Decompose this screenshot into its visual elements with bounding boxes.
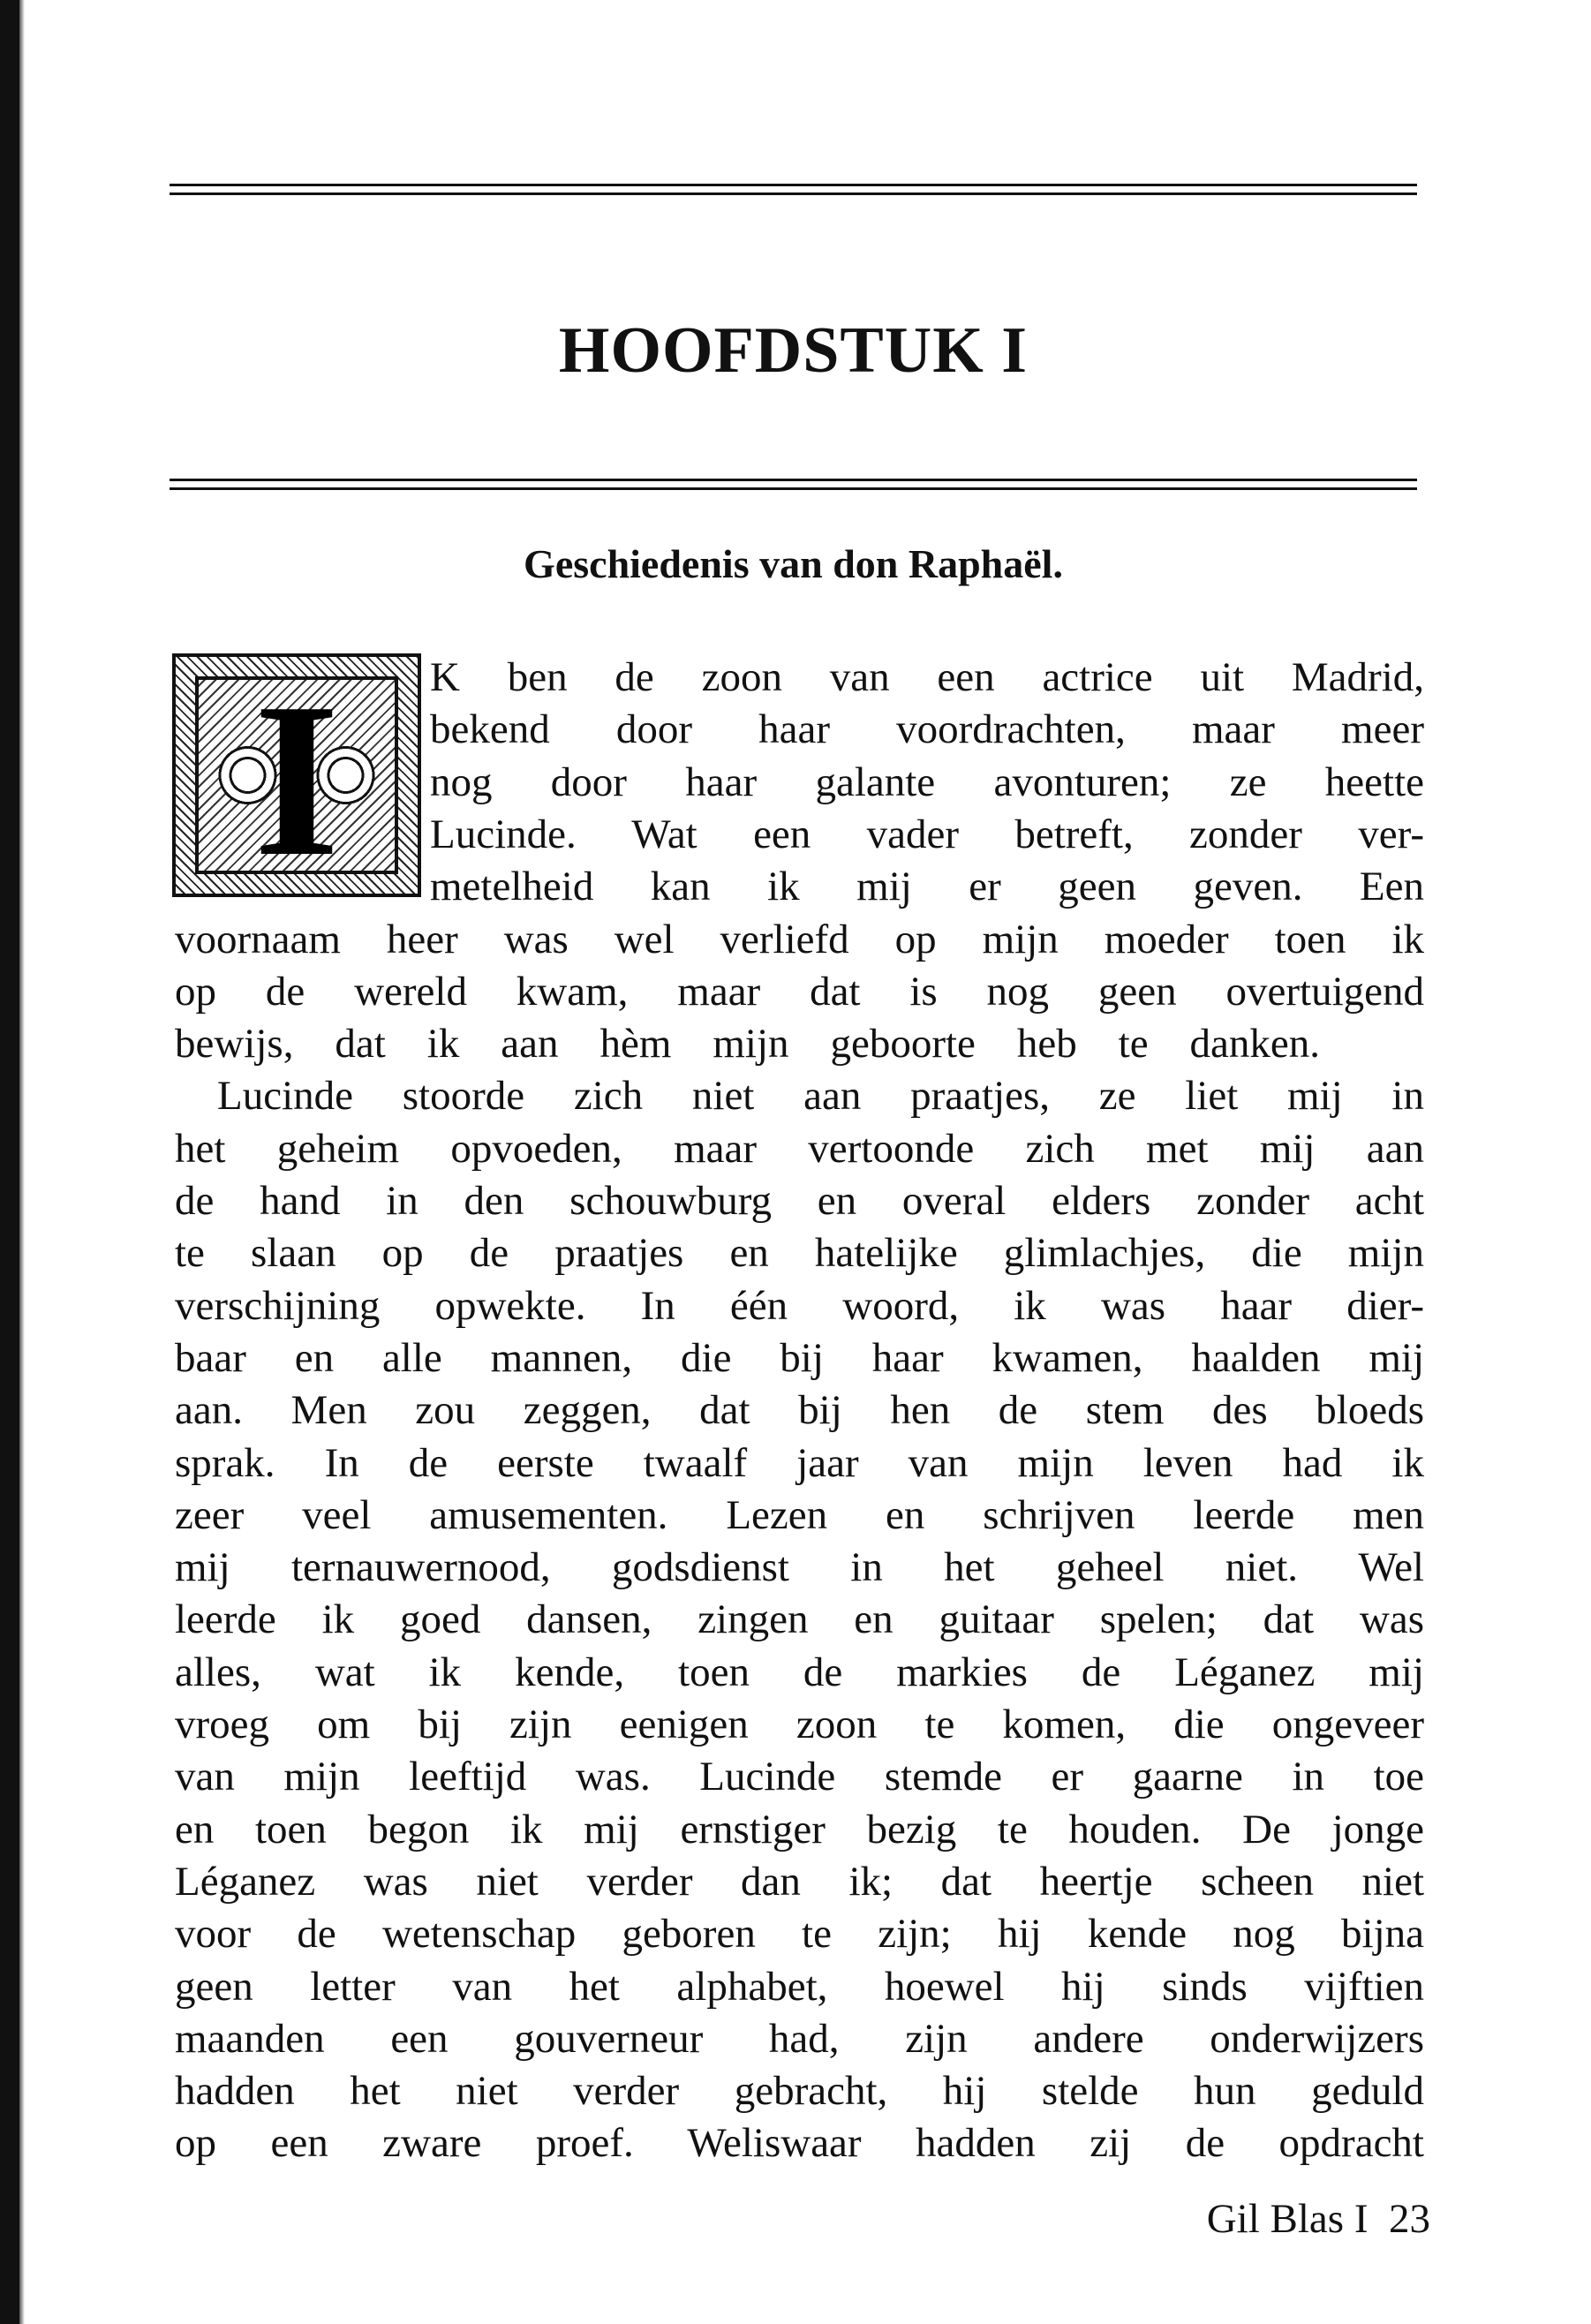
drop-cap-ornament (195, 658, 398, 902)
ornamental-drop-cap (172, 653, 421, 902)
text-line: van mijn leeftijd was. Lucinde stemde er gaarne in toe (175, 1754, 1424, 1800)
text-line: het geheim opvoeden, maar vertoonde zich met mij aan (175, 1125, 1424, 1172)
text-line: geen letter van het alphabet, hoewel hij sinds vijftien (175, 1963, 1424, 2010)
text-line: sprak. In de eerste twaalf jaar van mijn leven had ik (175, 1439, 1424, 1486)
text-line: Léganez was niet verder dan ik; dat heertje scheen niet (175, 1858, 1424, 1905)
text-line: hadden het niet verder gebracht, hij stelde hun geduld (175, 2068, 1424, 2115)
page-number: 23 (1389, 2196, 1430, 2242)
text-line: op de wereld kwam, maar dat is nog geen overtuigend (175, 968, 1424, 1015)
chapter-title: HOOFDSTUK I (558, 314, 1029, 387)
text-line: en toen begon ik mij ernstiger bezig te houden. De jonge (175, 1806, 1424, 1852)
text-line: leerde ik goed dansen, zingen en guitaar spelen; dat was (175, 1596, 1424, 1643)
text-line: baar en alle mannen, die bij haar kwamen, haalden mij (175, 1334, 1424, 1381)
chapter-rule (170, 479, 1417, 490)
book-spine-shadow (19, 0, 25, 2324)
text-line: verschijning opwekte. In één woord, ik was haar dier- (175, 1282, 1424, 1329)
top-rule (170, 184, 1417, 195)
text-line: vroeg om bij zijn eenigen zoon te komen, die ongeveer (175, 1702, 1424, 1747)
text-line: bewijs, dat ik aan hèm mijn geboorte heb te danken. (175, 1021, 1320, 1068)
text-line: maanden een gouverneur had, zijn andere onderwijzers (175, 2015, 1424, 2062)
text-line: op een zware proef. Weliswaar hadden zij de opdracht (175, 2120, 1424, 2167)
page-footer (1207, 2195, 1430, 2243)
text-line: nog door haar galante avonturen; ze heette (430, 758, 1424, 805)
text-line: mij ternauwernood, godsdienst in het geheel niet. Wel (175, 1544, 1424, 1591)
drop-cap-letter: I (253, 658, 340, 902)
text-line: bekend door haar voordrachten, maar meer (430, 706, 1424, 753)
text-line: de hand in den schouwburg en overal elders zonder acht (175, 1178, 1424, 1224)
text-line: metelheid kan ik mij er geen geven. Een (430, 864, 1424, 910)
section-title: Geschiedenis van don Raphaël. (524, 541, 1063, 586)
text-line: voornaam heer was wel verliefd op mijn moeder toen ik (175, 916, 1424, 962)
text-line: aan. Men zou zeggen, dat bij hen de stem des bloeds (175, 1387, 1424, 1434)
text-line: Lucinde. Wat een vader betreft, zonder ver- (430, 811, 1424, 857)
text-line: Lucinde stoorde zich niet aan praatjes, ze liet mij in (217, 1073, 1424, 1120)
text-line: voor de wetenschap geboren te zijn; hij kende nog bijna (175, 1911, 1424, 1958)
text-line: K ben de zoon van een actrice uit Madrid, (430, 654, 1424, 700)
text-line: zeer veel amusementen. Lezen en schrijven leerde men (175, 1491, 1424, 1538)
running-title: Gil Blas I (1206, 2196, 1369, 2242)
book-spine-edge (0, 0, 19, 2324)
text-line: te slaan op de praatjes en hatelijke glimlachjes, die mijn (175, 1230, 1424, 1277)
text-line: alles, wat ik kende, toen de markies de Léganez mij (175, 1649, 1424, 1695)
